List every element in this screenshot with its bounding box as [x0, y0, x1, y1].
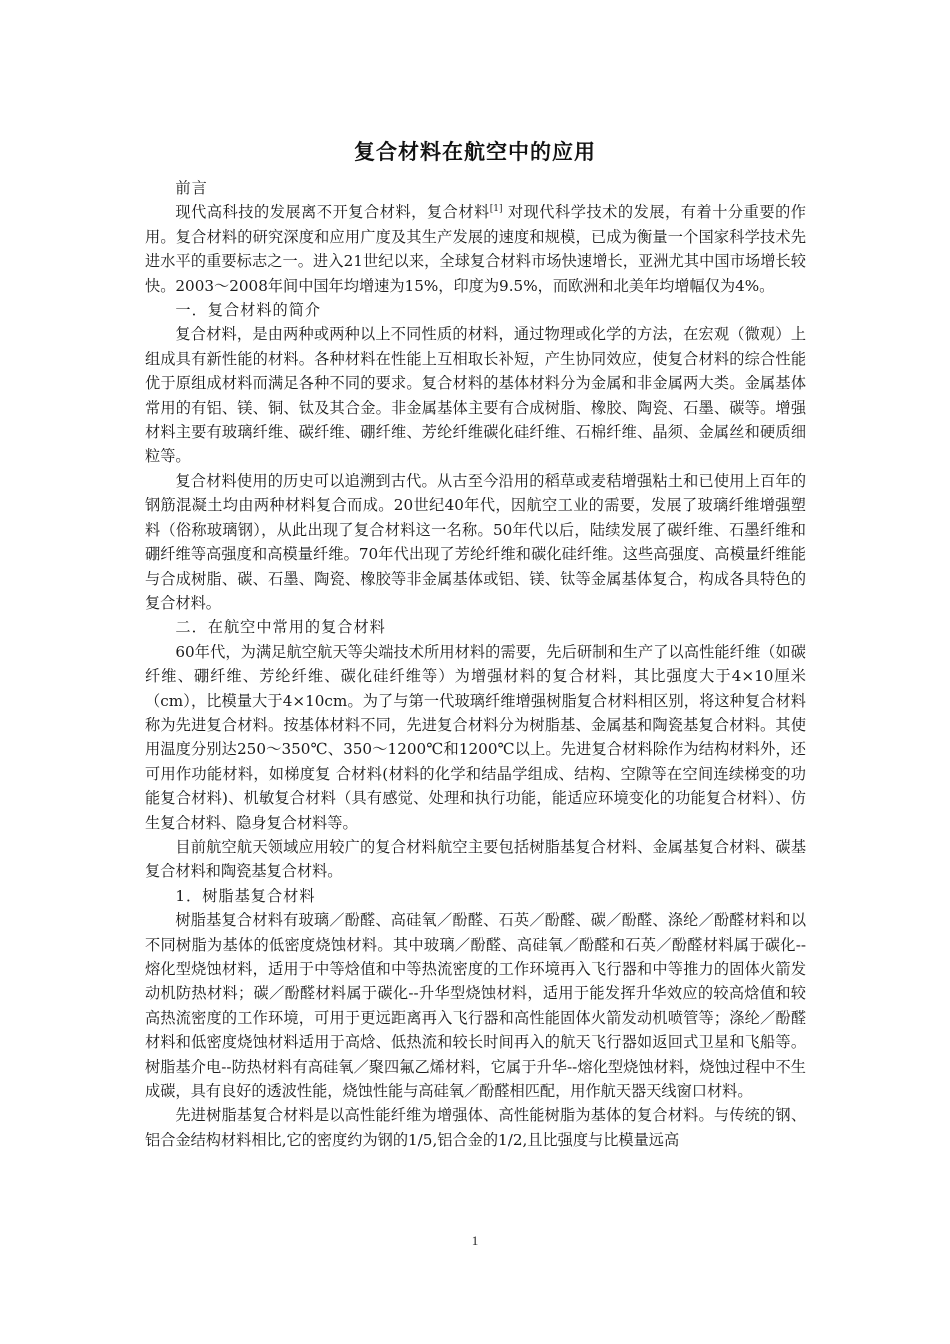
section-2-paragraph-1: 60年代，为满足航空航天等尖端技术所用材料的需要，先后研制和生产了以高性能纤维（如碳纤维、硼纤维、芳纶纤维、碳化硅纤维等）为增强材料的复合材料，其比强度大于4×10厘米（cm），比模量大于4×10cm。为了与第一代玻璃纤维增强树脂复合材料相区别，将这种复合材料称为先进复合材料。按基体材料不同，先进复合材料分为树脂基、金属基和陶瓷基复合材料。其使用温度分别达250～350℃、350～1200℃和1200℃以上。先进复合材料除作为结构材料外，还可用作功能材料，如梯度复 合材料(材料的化学和结晶学组成、结构、空隙等在空间连续梯变的功能复合材料)、机敏复合材料（具有感觉、处理和执行功能，能适应环境变化的功能复合材料）、仿生复合材料、隐身复合材料等。: [145, 642, 806, 832]
preface-text-b: 对现代科学技术的发展，有着十分重要的作用。复合材料的研究深度和应用广度及其生产发展的速度和规模，已成为衡量一个国家科学技术先进水平的重要标志之一。进入21世纪以来，全球复合材料市场快速增长，亚洲尤其中国市场增长较快。2003～2008年间中国年均增速为15%，印度为9.5%，而欧洲和北美年均增幅仅为4%。: [145, 203, 806, 295]
section-2-heading: 二．在航空中常用的复合材料: [175, 618, 386, 637]
section-1-paragraph-2: 复合材料使用的历史可以追溯到古代。从古至今沿用的稻草或麦秸增强粘土和已使用上百年的钢筋混凝土均由两种材料复合而成。20世纪40年代，因航空工业的需要，发展了玻璃纤维增强塑料（俗称玻璃钢），从此出现了复合材料这一名称。50年代以后，陆续发展了碳纤维、石墨纤维和硼纤维等高强度和高模量纤维。70年代出现了芳纶纤维和碳化硅纤维。这些高强度、高模量纤维能与合成树脂、碳、石墨、陶瓷、橡胶等非金属基体或铝、镁、钛等金属基体复合，构成各具特色的复合材料。: [145, 471, 806, 612]
subsection-1-paragraph-1: 树脂基复合材料有玻璃／酚醛、高硅氧／酚醛、石英／酚醛、碳／酚醛、涤纶／酚醛材料和以不同树脂为基体的低密度烧蚀材料。其中玻璃／酚醛、高硅氧／酚醛和石英／酚醛材料属于碳化--熔化型烧蚀材料，适用于中等焓值和中等热流密度的工作环境再入飞行器和中等推力的固体火箭发动机防热材料；碳／酚醛材料属于碳化--升华型烧蚀材料，适用于能发挥升华效应的较高焓值和较高热流密度的工作环境，可用于更远距离再入飞行器和高性能固体火箭发动机喷管等；涤纶／酚醛材料和低密度烧蚀材料适用于高焓、低热流和较长时间再入的航天飞行器如返回式卫星和飞船等。树脂基介电--防热材料有高硅氧／聚四氟乙烯材料，它属于升华--熔化型烧蚀材料，烧蚀过程中不生成碳，具有良好的透波性能，烧蚀性能与高硅氧／酚醛相匹配，用作航天器天线窗口材料。: [145, 911, 806, 1101]
subsection-1-heading: 1．树脂基复合材料: [175, 886, 316, 905]
preface-heading: 前言: [175, 179, 208, 197]
section-1-paragraph-1: 复合材料，是由两种或两种以上不同性质的材料，通过物理或化学的方法，在宏观（微观）上组成具有新性能的材料。各种材料在性能上互相取长补短，产生协同效应，使复合材料的综合性能优于原组成材料而满足各种不同的要求。复合材料的基体材料分为金属和非金属两大类。金属基体常用的有铝、镁、铜、钛及其合金。非金属基体主要有合成树脂、橡胶、陶瓷、石墨、碳等。增强材料主要有玻璃纤维、碳纤维、硼纤维、芳纶纤维碳化硅纤维、石棉纤维、晶须、金属丝和硬质细粒等。: [145, 325, 806, 466]
citation-marker: [1]: [489, 204, 503, 215]
section-2-paragraph-2: 目前航空航天领域应用较广的复合材料航空主要包括树脂基复合材料、金属基复合材料、碳基复合材料和陶瓷基复合材料。: [145, 837, 806, 881]
section-1-heading: 一．复合材料的简介: [175, 301, 322, 320]
preface-paragraph: [145, 200, 806, 298]
page-number: 1: [471, 1233, 479, 1248]
document-body: [145, 176, 806, 1152]
document-title: 复合材料在航空中的应用: [354, 140, 596, 164]
preface-text-a: 现代高科技的发展离不开复合材料，复合材料: [175, 203, 490, 222]
subsection-1-paragraph-2: 先进树脂基复合材料是以高性能纤维为增强体、高性能树脂为基体的复合材料。与传统的钢、铝合金结构材料相比,它的密度约为钢的1/5,铝合金的1/2,且比强度与比模量远高: [145, 1106, 806, 1149]
